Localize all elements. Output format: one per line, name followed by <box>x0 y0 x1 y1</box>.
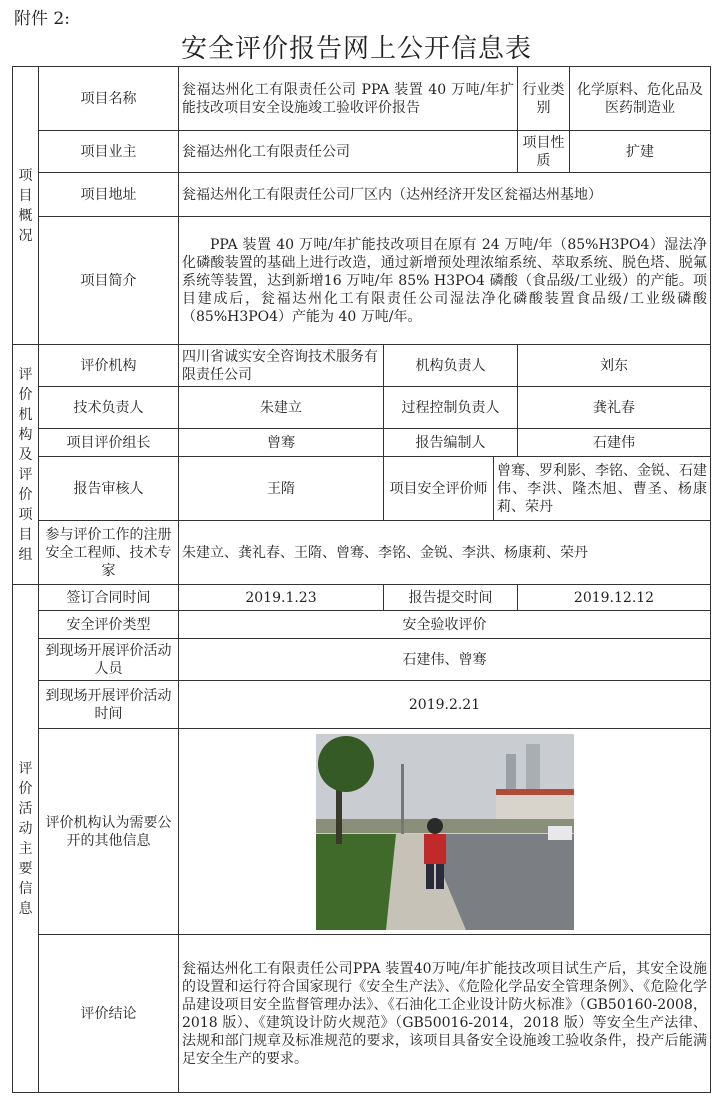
engineers-label: 参与评价工作的注册安全工程师、技术专家 <box>39 521 179 585</box>
writer: 石建伟 <box>518 429 711 457</box>
address-label: 项目地址 <box>39 173 179 217</box>
photo-person-leg-left <box>426 864 434 889</box>
owner-label: 项目业主 <box>39 131 179 173</box>
contract-date: 2019.1.23 <box>179 585 384 611</box>
head: 刘东 <box>518 345 711 387</box>
other-info-label: 评价机构认为需要公开的其他信息 <box>39 729 179 935</box>
head-label: 机构负责人 <box>384 345 518 387</box>
project-name-label: 项目名称 <box>39 67 179 131</box>
reviewer-label: 报告审核人 <box>39 457 179 521</box>
type-label: 安全评价类型 <box>39 611 179 639</box>
leader-label: 项目评价组长 <box>39 429 179 457</box>
photo-person-leg-right <box>436 864 444 889</box>
engineers: 朱建立、龚礼春、王隋、曾骞、李铭、金锐、李洪、杨康莉、荣丹 <box>179 521 711 585</box>
process: 龚礼春 <box>518 387 711 429</box>
nature: 扩建 <box>570 131 711 173</box>
tech-label: 技术负责人 <box>39 387 179 429</box>
site-time: 2019.2.21 <box>179 681 711 729</box>
writer-label: 报告编制人 <box>384 429 518 457</box>
site-photo <box>316 734 574 930</box>
photo-roof <box>496 789 574 795</box>
org: 四川省诚实安全咨询技术服务有限责任公司 <box>179 345 384 387</box>
intro: PPA 装置 40 万吨/年扩能技改项目在原有 24 万吨/年（85%H3PO4）湿法净化磷酸装置的基础上进行改造，通过新增预处理浓缩系统、萃取系统、脱色塔、脱氟系统等装置，达到新增16 万吨/年 85% H3PO4 磷酸（食品级/工业级）的产能。项目建成后，瓮福达州化工有限责任公司湿法净化磷酸装置食品级/工业级磷酸（85%H3PO4）产能为 40 万吨/年。 <box>179 217 711 345</box>
photo-lamp-post <box>401 764 404 834</box>
industry-label: 行业类别 <box>518 67 570 131</box>
nature-label: 项目性质 <box>518 131 570 173</box>
section-agency: 评价机构及评价项目组 <box>13 345 39 585</box>
submit-date: 2019.12.12 <box>518 585 711 611</box>
address: 瓮福达州化工有限责任公司厂区内（达州经济开发区瓮福达州基地） <box>179 173 711 217</box>
site-people: 石建伟、曾骞 <box>179 639 711 681</box>
reviewer: 王隋 <box>179 457 384 521</box>
assessors-label: 项目安全评价师 <box>384 457 494 521</box>
owner: 瓮福达州化工有限责任公司 <box>179 131 518 173</box>
conclusion-label: 评价结论 <box>39 935 179 1093</box>
assessors: 曾骞、罗利影、李铭、金锐、石建伟、李洪、隆杰旭、曹圣、杨康莉、荣丹 <box>494 457 711 521</box>
time-label: 到现场开展评价活动时间 <box>39 681 179 729</box>
evaluation-type: 安全验收评价 <box>179 611 711 639</box>
org-label: 评价机构 <box>39 345 179 387</box>
attachment-label: 附件 2: <box>14 9 70 29</box>
photo-tree <box>318 736 374 792</box>
photo-fence <box>316 819 574 833</box>
section-activity: 评价活动主要信息 <box>13 585 39 1093</box>
people-label: 到现场开展评价活动人员 <box>39 639 179 681</box>
leader: 曾骞 <box>179 429 384 457</box>
info-table <box>12 66 711 1093</box>
photo-person-jacket <box>424 834 446 864</box>
intro-label: 项目简介 <box>39 217 179 345</box>
photo-car <box>548 826 572 840</box>
process-label: 过程控制负责人 <box>384 387 518 429</box>
submit-label: 报告提交时间 <box>384 585 518 611</box>
contract-label: 签订合同时间 <box>39 585 179 611</box>
page-title: 安全评价报告网上公开信息表 <box>180 34 532 64</box>
section-overview: 项目概况 <box>13 67 39 345</box>
other-info-cell <box>179 729 711 935</box>
industry: 化学原料、危化品及医药制造业 <box>570 67 711 131</box>
tech: 朱建立 <box>179 387 384 429</box>
project-name: 瓮福达州化工有限责任公司 PPA 装置 40 万吨/年扩能技改项目安全设施竣工验收评价报告 <box>179 67 518 131</box>
photo-person-head <box>427 818 443 834</box>
conclusion: 瓮福达州化工有限责任公司PPA 装置40万吨/年扩能技改项目试生产后，其安全设施的设置和运行符合国家现行《安全生产法》、《危险化学品安全管理条例》、《危险化学品建设项目安全监督管理办法》、《石油化工企业设计防火标准》（GB50160-2008，2018 版）、《建筑设计防火规范》（GB50016-2014，2018 版）等安全生产法律、法规和部门规章及标准规范的要求，该项目具备安全设施竣工验收条件，投产后能满足安全生产的要求。 <box>179 935 711 1093</box>
